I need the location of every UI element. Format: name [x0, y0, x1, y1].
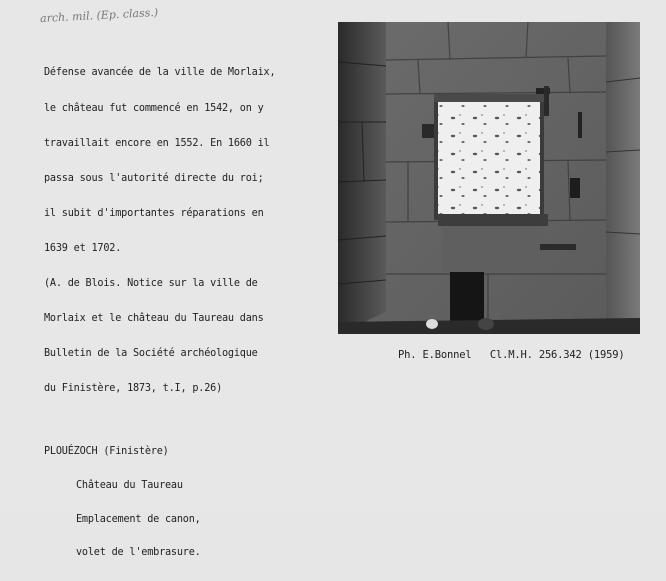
- stone-wall-photo: [338, 22, 640, 334]
- description-line: (A. de Blois. Notice sur la ville de: [44, 278, 258, 290]
- description-line: du Finistère, 1873, t.I, p.26): [44, 383, 223, 395]
- description-line: passa sous l'autorité directe du roi;: [44, 172, 264, 184]
- location-commune: PLOUÉZOCH (Finistère): [44, 446, 169, 458]
- description-line: Bulletin de la Société archéologique: [44, 348, 258, 360]
- description-line: Défense avancée de la ville de Morlaix,: [44, 67, 276, 79]
- reference-number: Cl.M.H. 256.342 (1959): [489, 349, 625, 361]
- photographer: Ph. E.Bonnel: [398, 349, 472, 361]
- location-detail: Emplacement de canon,: [76, 513, 201, 525]
- description-line: 1639 et 1702.: [44, 242, 122, 254]
- description-line: travaillait encore en 1552. En 1660 il: [44, 137, 270, 149]
- handwritten-note: arch. mil. (Ep. class.): [39, 5, 159, 26]
- location-detail-2: volet de l'embrasure.: [76, 547, 201, 559]
- description-line: le château fut commencé en 1542, on y: [44, 102, 264, 114]
- photo-credit: [398, 349, 625, 361]
- location-caption: [44, 424, 201, 581]
- description-line: Morlaix et le château du Taureau dans: [44, 313, 264, 325]
- description-text: [44, 44, 334, 419]
- description-line: il subit d'importantes réparations en: [44, 207, 264, 219]
- location-site: Château du Taureau: [76, 480, 183, 492]
- photograph: [338, 22, 640, 334]
